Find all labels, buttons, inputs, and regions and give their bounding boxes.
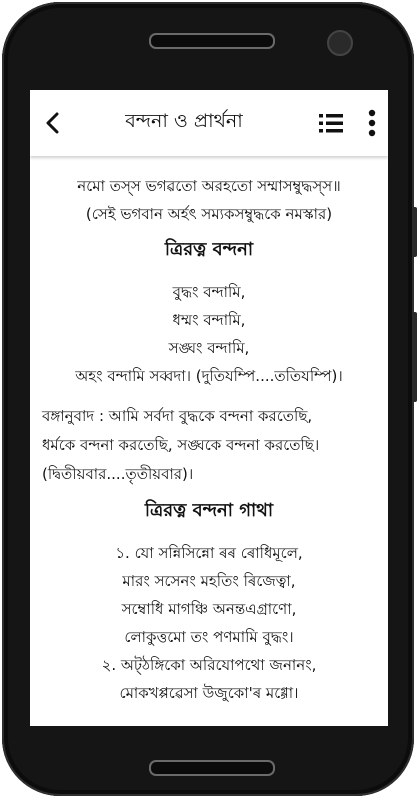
bottom-speaker: [149, 760, 275, 776]
page-title: বন্দনা ও প্ৰাৰ্থনা: [125, 110, 243, 132]
translation-line: ধর্মকে বন্দনা করতেছি, সঙ্ঘকে বন্দনা করতেছি।: [42, 436, 320, 454]
earpiece-speaker: [149, 33, 275, 49]
back-button[interactable]: [38, 108, 68, 138]
more-options-button[interactable]: [364, 108, 380, 138]
verse-line: অহং বন্দামি সব্বদা। (দুতিযম্পি....ততিযম্পি)।: [75, 367, 343, 385]
power-button: [412, 312, 417, 402]
scroll-content[interactable]: [30, 156, 388, 726]
verse-block: [42, 539, 376, 707]
verse-line: ধম্মং বন্দামি,: [172, 311, 246, 329]
verse-line: ২. অট্ঠঙ্গিকো অরিযোপথো জনানং,: [101, 656, 317, 674]
verse-line: সঙ্ঘং বন্দামি,: [168, 339, 250, 357]
volume-button: [412, 207, 417, 257]
translation-line: বঙ্গানুবাদ : আমি সর্বদা বুদ্ধকে বন্দনা করতেছি,: [42, 407, 313, 425]
chevron-left-icon: [43, 111, 63, 135]
intro-block: [42, 172, 376, 228]
translation-block: [42, 402, 376, 489]
verse-line: মারং সসেনং মহতিং ৰিজেত্বা,: [122, 572, 296, 590]
app-bar: [30, 90, 388, 156]
section-heading: ত্রিরত্ন বন্দনা: [164, 239, 254, 260]
app-screen: [30, 90, 388, 726]
section-heading: ত্রিরত্ন বন্দনা গাথা: [144, 500, 274, 521]
intro-line: নমো তস্স ভগৱতো অরহতো সম্মাসম্বুদ্ধস্স॥: [77, 177, 341, 195]
verse-line: ১. যো সন্নিসিন্নো ৰৰ ৰোধিমূলে,: [115, 544, 303, 562]
list-icon: [318, 110, 344, 136]
chapter-list-button[interactable]: [318, 110, 344, 136]
verse-line: মোকখপ্পৱেসা উজুকো'ৰ মগ্গো।: [119, 684, 299, 702]
verse-block: [42, 278, 376, 390]
intro-line: (সেই ভগবান অৰ্হৎ সম্যকসম্বুদ্ধকে নমস্কার): [85, 205, 333, 223]
verse-line: বুদ্ধং বন্দামি,: [172, 283, 246, 301]
translation-line: (দ্বিতীয়বার....তৃতীয়বার)।: [42, 465, 194, 483]
verse-line: সম্বোধি মাগঞ্চি অনন্তএগ্রাণো,: [121, 600, 297, 618]
front-camera: [327, 30, 353, 56]
more-vertical-icon: [364, 108, 380, 138]
verse-line: লোকুত্তমো তং পণমামি বুদ্ধং।: [124, 628, 294, 646]
